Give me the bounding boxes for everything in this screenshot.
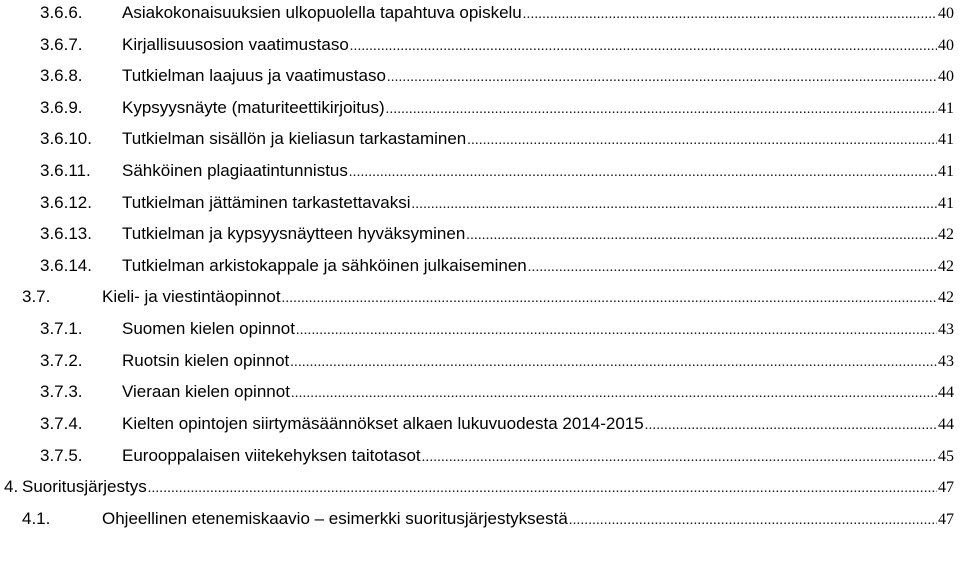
toc-dot-leader	[569, 506, 937, 536]
toc-entry-title: Tutkielman ja kypsyysnäytteen hyväksyminen	[122, 224, 466, 243]
toc-dot-leader	[523, 0, 937, 30]
toc-entry-page: 44	[938, 416, 954, 433]
toc-entry-number: 3.7.1.	[40, 319, 83, 338]
toc-entry-title: Kieli- ja viestintäopinnot	[102, 287, 281, 306]
toc-dot-leader	[296, 316, 937, 346]
toc-entry-title: Vieraan kielen opinnot	[122, 382, 290, 401]
toc-entry-title: Suomen kielen opinnot	[122, 319, 295, 338]
toc-entry-number: 3.6.9.	[40, 98, 83, 117]
toc-entry[interactable]	[40, 93, 954, 123]
toc-entry-title: Kielten opintojen siirtymäsäännökset alkaen lukuvuodesta 2014-2015	[122, 414, 644, 433]
toc-entry-number: 3.6.14.	[40, 256, 92, 275]
toc-entry-number: 3.6.11.	[40, 161, 91, 180]
toc-entry[interactable]	[40, 346, 954, 376]
toc-entry[interactable]	[40, 441, 954, 471]
toc-entry-page: 42	[938, 258, 954, 275]
toc-entry-title: Asiakokonaisuuksien ulkopuolella tapahtuva opiskelu	[122, 3, 522, 22]
toc-entry-page: 44	[938, 384, 954, 401]
toc-entry-page: 41	[938, 100, 954, 117]
toc-entry-number: 3.6.7.	[40, 35, 83, 54]
toc-entry-page: 40	[938, 5, 954, 22]
toc-dot-leader	[412, 190, 938, 220]
toc-dot-leader	[349, 158, 937, 188]
toc-entry[interactable]	[4, 472, 954, 502]
toc-entry-number: 3.6.12.	[40, 193, 92, 212]
toc-entry[interactable]	[40, 409, 954, 439]
toc-entry-number: 3.7.2.	[40, 351, 83, 370]
toc-entry-title: Kirjallisuusosion vaatimustaso	[122, 35, 349, 54]
toc-dot-leader	[387, 63, 937, 93]
toc-entry[interactable]	[40, 188, 954, 218]
toc-entry-page: 47	[938, 479, 954, 496]
toc-entry-title: Eurooppalaisen viitekehyksen taitotasot	[122, 446, 421, 465]
toc-entry-number: 3.6.6.	[40, 3, 83, 22]
toc-entry[interactable]	[40, 251, 954, 281]
toc-entry[interactable]	[40, 219, 954, 249]
toc-dot-leader	[386, 95, 937, 125]
toc-entry-title: Ohjeellinen etenemiskaavio – esimerkki suoritusjärjestyksestä	[102, 509, 568, 528]
toc-entry-page: 43	[938, 321, 954, 338]
toc-entry[interactable]	[22, 282, 954, 312]
toc-entry-number: 4.1.	[22, 509, 51, 528]
toc-entry-title: Sähköinen plagiaatintunnistus	[122, 161, 348, 180]
toc-entry-title: Tutkielman arkistokappale ja sähköinen julkaiseminen	[122, 256, 527, 275]
toc-dot-leader	[422, 443, 937, 473]
toc-entry[interactable]	[22, 504, 954, 534]
toc-entry-page: 41	[938, 195, 954, 212]
toc-entry-number: 3.6.8.	[40, 66, 83, 85]
toc-dot-leader	[645, 411, 937, 441]
toc-entry[interactable]	[40, 0, 954, 28]
toc-dot-leader	[350, 32, 937, 62]
toc-dot-leader	[467, 126, 937, 156]
toc-dot-leader	[282, 284, 937, 314]
toc-entry-number: 3.6.13.	[40, 224, 92, 243]
toc-dot-leader	[290, 348, 937, 378]
toc-entry-page: 41	[938, 163, 954, 180]
toc-entry-number: 3.7.4.	[40, 414, 83, 433]
toc-entry-number: 3.7.5.	[40, 446, 83, 465]
toc-dot-leader	[291, 379, 937, 409]
toc-entry-page: 43	[938, 353, 954, 370]
toc-entry-title: Suoritusjärjestys	[22, 477, 147, 496]
toc-entry-page: 42	[938, 226, 954, 243]
toc-entry-number: 3.7.	[22, 287, 51, 306]
toc-entry-page: 40	[938, 37, 954, 54]
toc-entry[interactable]	[40, 314, 954, 344]
toc-entry[interactable]	[40, 156, 954, 186]
toc-entry-title: Kypsyysnäyte (maturiteettikirjoitus)	[122, 98, 385, 117]
toc-entry-title: Tutkielman sisällön ja kieliasun tarkastaminen	[122, 129, 467, 148]
toc-entry-page: 42	[938, 289, 954, 306]
toc-entry[interactable]	[40, 30, 954, 60]
toc-entry-title: Tutkielman jättäminen tarkastettavaksi	[122, 193, 411, 212]
toc-entry[interactable]	[40, 377, 954, 407]
toc-entry[interactable]	[40, 124, 954, 154]
toc-dot-leader	[148, 474, 937, 504]
toc-entry-page: 41	[938, 131, 954, 148]
toc-entry[interactable]	[40, 61, 954, 91]
toc-entry-title: Tutkielman laajuus ja vaatimustaso	[122, 66, 386, 85]
toc-entry-page: 40	[938, 68, 954, 85]
toc-entry-page: 45	[938, 448, 954, 465]
toc-dot-leader	[466, 221, 937, 251]
toc-entry-number: 3.6.10.	[40, 129, 92, 148]
toc-entry-title: Ruotsin kielen opinnot	[122, 351, 290, 370]
toc-entry-number: 4.	[4, 477, 19, 496]
toc-dot-leader	[528, 253, 937, 283]
toc-entry-page: 47	[938, 511, 954, 528]
toc-entry-number: 3.7.3.	[40, 382, 83, 401]
